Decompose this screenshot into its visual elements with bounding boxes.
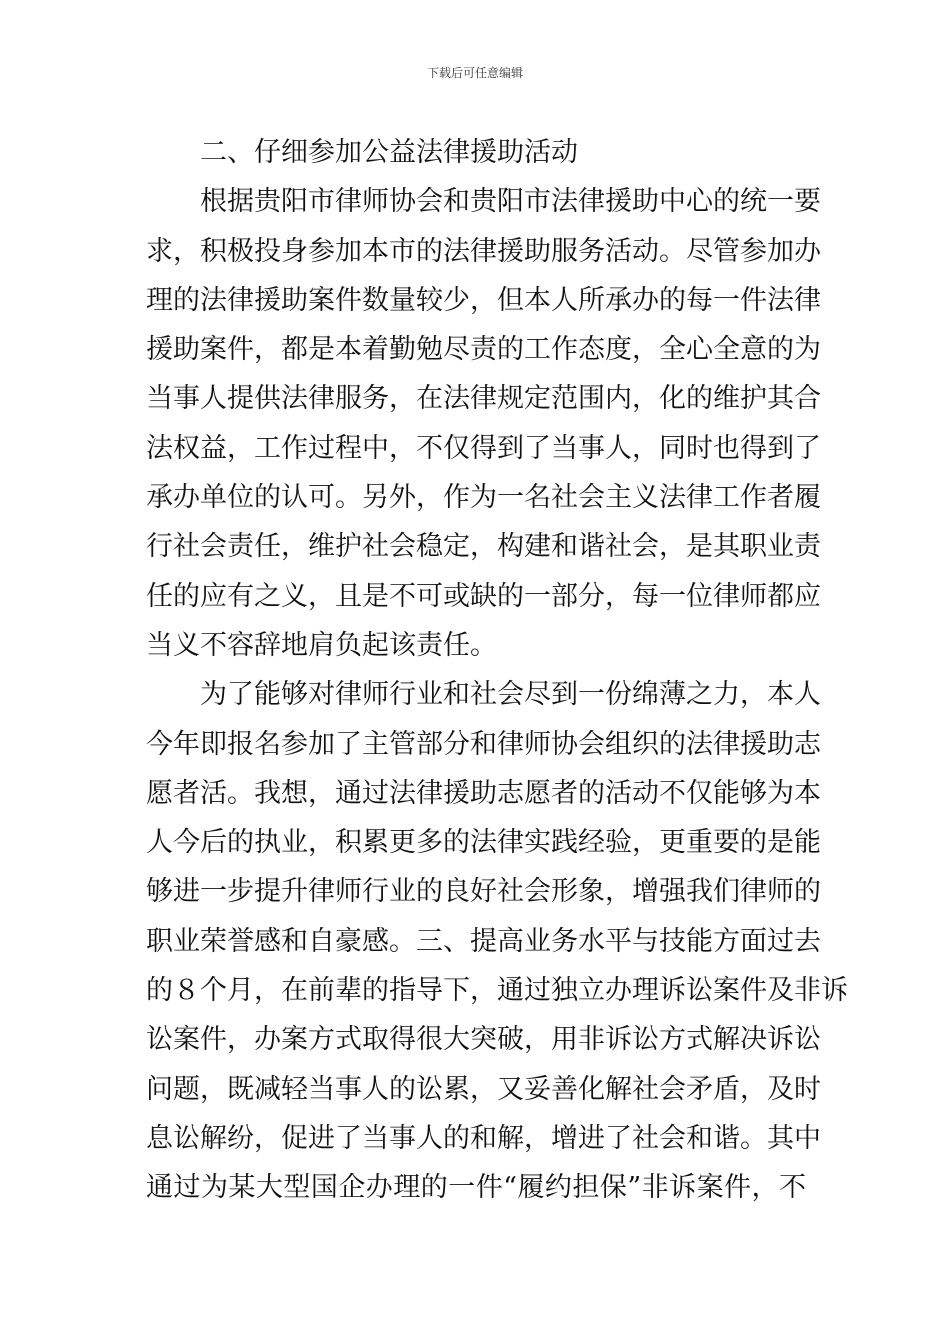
paragraph-line: 当事人提供法律服务，在法律规定范围内，化的维护其合 xyxy=(146,383,821,415)
paragraph-line: 承办单位的认可。另外，作为一名社会主义法律工作者履 xyxy=(146,482,821,514)
paragraph-line: 职业荣誉感和自豪感。三、提高业务水平与技能方面过去 xyxy=(146,925,821,957)
paragraph-line: 人今后的执业，积累更多的法律实践经验，更重要的是能 xyxy=(146,827,821,859)
paragraph-line: 息讼解纷，促进了当事人的和解，增进了社会和谐。其中 xyxy=(146,1122,821,1154)
paragraph-line: 的８个月，在前辈的指导下，通过独立办理诉讼案件及非诉 xyxy=(146,975,848,1007)
paragraph-line: 援助案件，都是本着勤勉尽责的工作态度，全心全意的为 xyxy=(146,334,821,366)
paragraph-line: 通过为某大型国企办理的一件“履约担保”非诉案件，不 xyxy=(146,1172,806,1204)
paragraph-line: 任的应有之义，且是不可或缺的一部分，每一位律师都应 xyxy=(146,580,821,612)
section-heading: 二、仔细参加公益法律援助活动 xyxy=(200,137,578,168)
document-body xyxy=(146,128,848,1213)
paragraph-line: 今年即报名参加了主管部分和律师协会组织的法律援助志 xyxy=(146,728,821,760)
paragraph-line: 讼案件，办案方式取得很大突破，用非诉讼方式解决诉讼 xyxy=(146,1024,821,1056)
paragraph-line: 理的法律援助案件数量较少，但本人所承办的每一件法律 xyxy=(146,284,821,316)
paragraph-line: 为了能够对律师行业和社会尽到一份绵薄之力，本人 xyxy=(200,679,821,711)
paragraph-line: 行社会责任，维护社会稳定，构建和谐社会，是其职业责 xyxy=(146,531,821,563)
paragraph-line: 求，积极投身参加本市的法律援助服务活动。尽管参加办 xyxy=(146,235,821,267)
paragraph-line: 当义不容辞地肩负起该责任。 xyxy=(146,629,497,661)
paragraph-line: 法权益，工作过程中，不仅得到了当事人，同时也得到了 xyxy=(146,432,821,464)
paragraph-line: 问题，既减轻当事人的讼累，又妥善化解社会矛盾，及时 xyxy=(146,1073,821,1105)
paragraph-line: 愿者活。我想，通过法律援助志愿者的活动不仅能够为本 xyxy=(146,777,821,809)
page-header-note: 下载后可任意编辑 xyxy=(426,66,523,80)
paragraph-line: 够进一步提升律师行业的良好社会形象，增强我们律师的 xyxy=(146,876,821,908)
paragraph-line: 根据贵阳市律师协会和贵阳市法律援助中心的统一要 xyxy=(200,186,821,218)
